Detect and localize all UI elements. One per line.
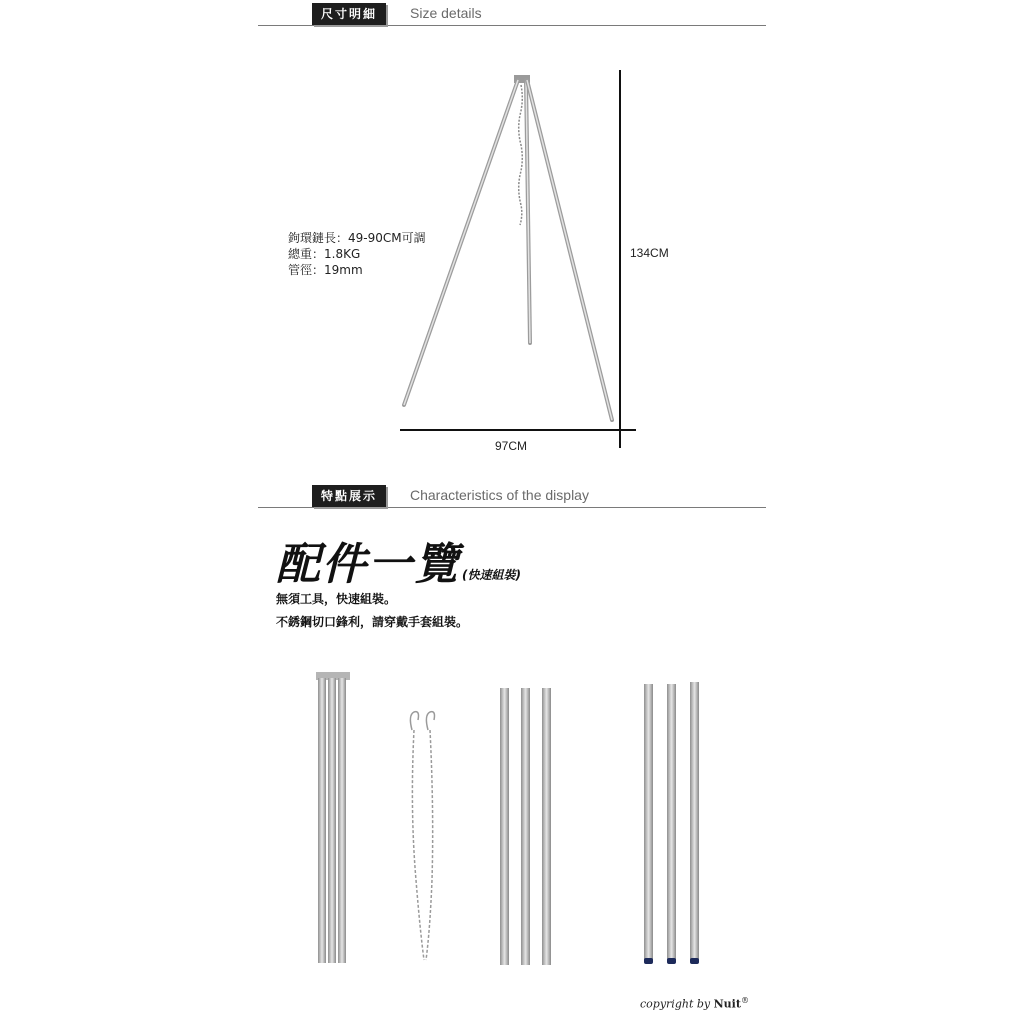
feature-line-no-tools: 無須工具，快速組裝。 <box>276 592 397 606</box>
accessories-illustration <box>300 660 720 970</box>
spec-list <box>288 230 426 278</box>
copyright-footer <box>640 996 749 1011</box>
accessories-heading-text: 配件一覽 <box>276 539 460 590</box>
width-label: 97CM <box>495 439 528 453</box>
feature-section-rule <box>258 507 766 508</box>
feature-line-gloves-warning: 不銹鋼切口鋒利，請穿戴手套組裝。 <box>276 615 469 629</box>
feature-section-subtitle: Characteristics of the display <box>410 487 589 503</box>
spec-chain-length: 鉤環鏈長：49-90CM可調 <box>288 231 426 245</box>
copyright-brand: Nuit <box>713 997 741 1011</box>
feature-section-tag: 特點展示 <box>312 485 386 507</box>
accessories-heading-sub: (快速組裝) <box>462 568 521 582</box>
copyright-prefix: copyright by <box>640 997 711 1011</box>
size-section-rule <box>258 25 766 26</box>
accessories-heading <box>276 528 521 592</box>
copyright-mark: ® <box>740 996 749 1005</box>
tripod-leg-right-highlight <box>527 80 612 420</box>
chain-with-hooks-part <box>410 712 434 960</box>
height-label: 134CM <box>630 246 669 260</box>
lower-leg-tubes-part <box>644 682 699 964</box>
tripod-chain <box>519 85 523 225</box>
folded-tripod-head-part <box>316 672 350 963</box>
size-section-subtitle: Size details <box>410 5 482 21</box>
spec-weight: 總重：1.8KG <box>288 247 361 261</box>
size-section-tag: 尺寸明細 <box>312 3 386 25</box>
upper-leg-tubes-part <box>500 688 551 965</box>
spec-tube-diameter: 管徑：19mm <box>288 263 363 277</box>
